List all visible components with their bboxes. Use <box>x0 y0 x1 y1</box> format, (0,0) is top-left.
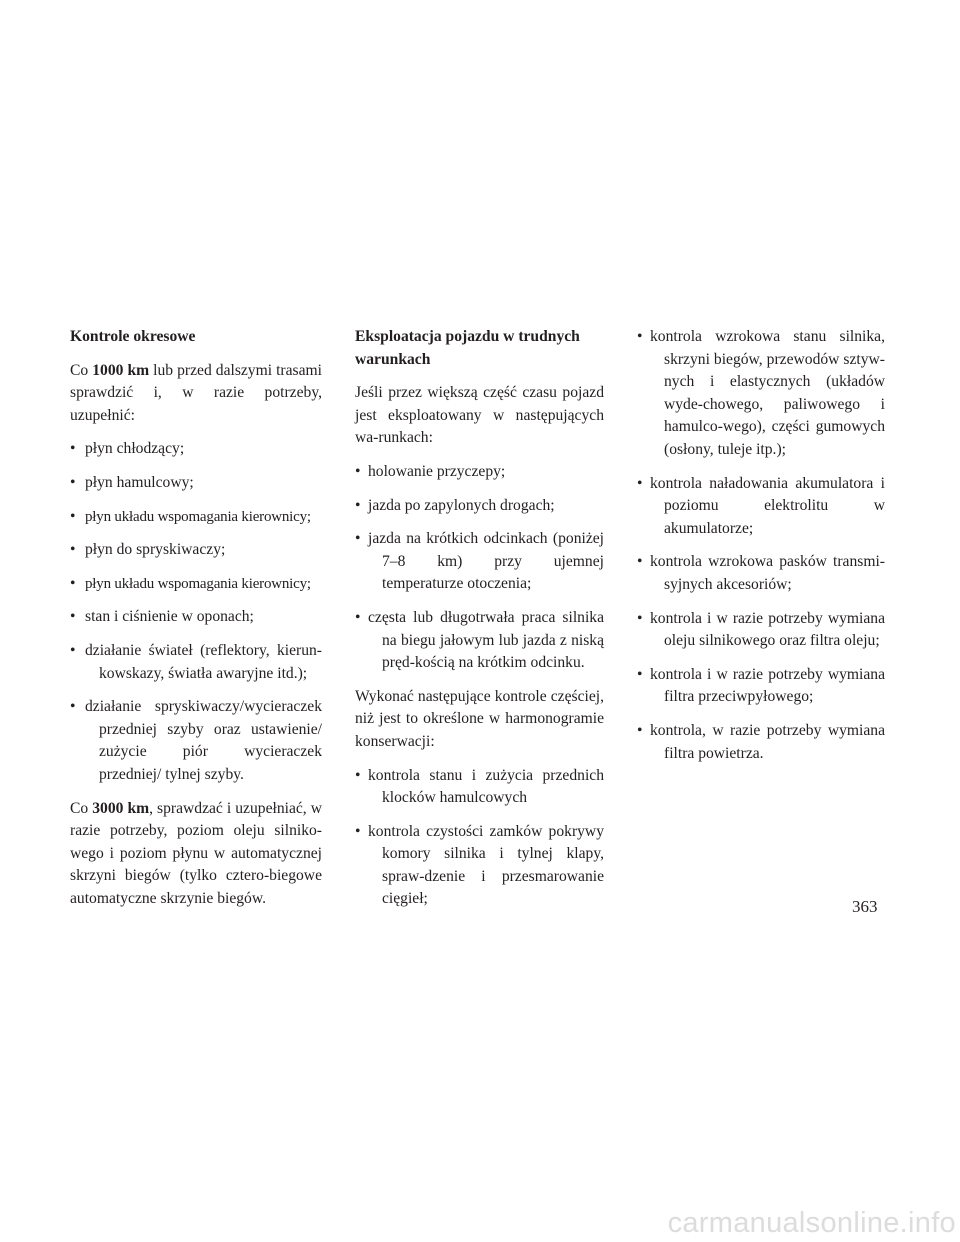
bullet-icon: • <box>70 440 76 458</box>
list-item: • kontrola, w razie potrzeby wymiana filtra powietrza. <box>637 721 885 762</box>
list-item: • działanie świateł (reflektory, kierun-kowskazy, światła awaryjne itd.); <box>70 641 322 682</box>
bullet-icon: • <box>637 553 643 571</box>
list-item: • jazda na krótkich odcinkach (poniżej 7–8 km) przy ujemnej temperaturze otoczenia; <box>355 530 604 593</box>
list-item: • działanie spryskiwaczy/wycieraczek przedniej szyby oraz ustawienie/ zużycie piór wycieraczek przedniej/ tylnej szyby. <box>70 698 322 783</box>
bullet-icon: • <box>70 608 76 626</box>
text-post: , sprawdzać i uzupełniać, w razie potrzeby, poziom oleju silniko-wego i poziom płynu w automatycznej skrzyni biegów (tylko cztero-biegowe automatyczne skrzynie biegów. <box>70 799 322 907</box>
paragraph-checks: Wykonać następujące kontrole częściej, niż jest to określone w harmonogramie konserwacji: <box>355 687 604 750</box>
bullet-icon: • <box>637 665 643 683</box>
bullet-icon: • <box>355 766 361 784</box>
list-item: • płyn układu wspomagania kierownicy; <box>70 573 322 596</box>
bullet-icon: • <box>355 496 361 514</box>
watermark-bar <box>0 1193 960 1242</box>
column-middle <box>355 326 604 922</box>
list-item: • kontrola stanu i zużycia przednich klocków hamulcowych <box>355 766 604 807</box>
column-right <box>637 326 885 776</box>
list-item: • kontrola i w razie potrzeby wymiana filtra przeciwpyłowego; <box>637 665 885 706</box>
bullet-icon: • <box>637 474 643 492</box>
list-item: • kontrola naładowania akumulatora i poziomu elektrolitu w akumulatorze; <box>637 474 885 537</box>
bullet-icon: • <box>355 608 361 626</box>
bullet-icon: • <box>70 507 76 525</box>
text-post: lub przed dalszymi trasami sprawdzić i, w razie potrzeby, uzupełnić: <box>70 361 322 424</box>
bullet-icon: • <box>355 530 361 548</box>
list-item: • kontrola i w razie potrzeby wymiana oleju silnikowego oraz filtra oleju; <box>637 609 885 650</box>
list-item: • częsta lub długotrwała praca silnika na biegu jałowym lub jazda z niską pręd-kością na krótkim odcinku. <box>355 608 604 672</box>
section-heading-severe-conditions: Eksploatacja pojazdu w trudnych warunkach <box>355 328 580 368</box>
bullet-icon: • <box>637 609 643 627</box>
list-item: • płyn hamulcowy; <box>70 472 322 495</box>
checks-list-continued <box>637 326 885 765</box>
bold-distance: 1000 km <box>92 361 150 379</box>
list-item: • kontrola wzrokowa stanu silnika, skrzyni biegów, przewodów sztyw-nych i elastycznych (układów wyde-chowego, paliwowego i hamulco-wego), części gumowych (osłony, tuleje itp.); <box>637 328 885 458</box>
list-item: • płyn układu wspomagania kierownicy; <box>70 506 322 529</box>
list-item: • płyn do spryskiwaczy; <box>70 539 322 562</box>
checks-list <box>355 765 604 912</box>
page-number: 363 <box>852 897 878 916</box>
bullet-icon: • <box>637 328 643 345</box>
bullet-icon: • <box>70 541 76 559</box>
bullet-icon: • <box>70 641 76 659</box>
checklist-1000km <box>70 438 322 786</box>
text-pre: Co <box>70 361 93 379</box>
paragraph-1000km <box>70 360 322 428</box>
paragraph-intro: Jeśli przez większą część czasu pojazd jest eksploatowany w następujących wa-runkach: <box>355 384 604 447</box>
list-item: • kontrola czystości zamków pokrywy komory silnika i tylnej klapy, spraw-dzenie i przesmarowanie cięgieł; <box>355 822 604 908</box>
list-item: • stan i ciśnienie w oponach; <box>70 606 322 629</box>
text-pre: Co <box>70 799 93 817</box>
list-item: • kontrola wzrokowa pasków transmi-syjnych akcesoriów; <box>637 553 885 593</box>
bullet-icon: • <box>355 462 361 480</box>
section-heading-periodic-checks: Kontrole okresowe <box>70 328 196 345</box>
conditions-list <box>355 461 604 675</box>
bullet-icon: • <box>70 698 76 716</box>
bold-distance: 3000 km <box>92 799 150 817</box>
list-item: • holowanie przyczepy; <box>355 461 604 484</box>
column-left <box>70 326 322 921</box>
watermark-text[interactable]: carmanualsonline.info <box>667 1207 956 1239</box>
paragraph-3000km <box>70 798 322 911</box>
list-item: • jazda po zapylonych drogach; <box>355 495 604 518</box>
bullet-icon: • <box>637 721 643 739</box>
bullet-icon: • <box>355 822 361 840</box>
bullet-icon: • <box>70 473 76 491</box>
list-item: • płyn chłodzący; <box>70 438 322 461</box>
bullet-icon: • <box>70 574 76 592</box>
